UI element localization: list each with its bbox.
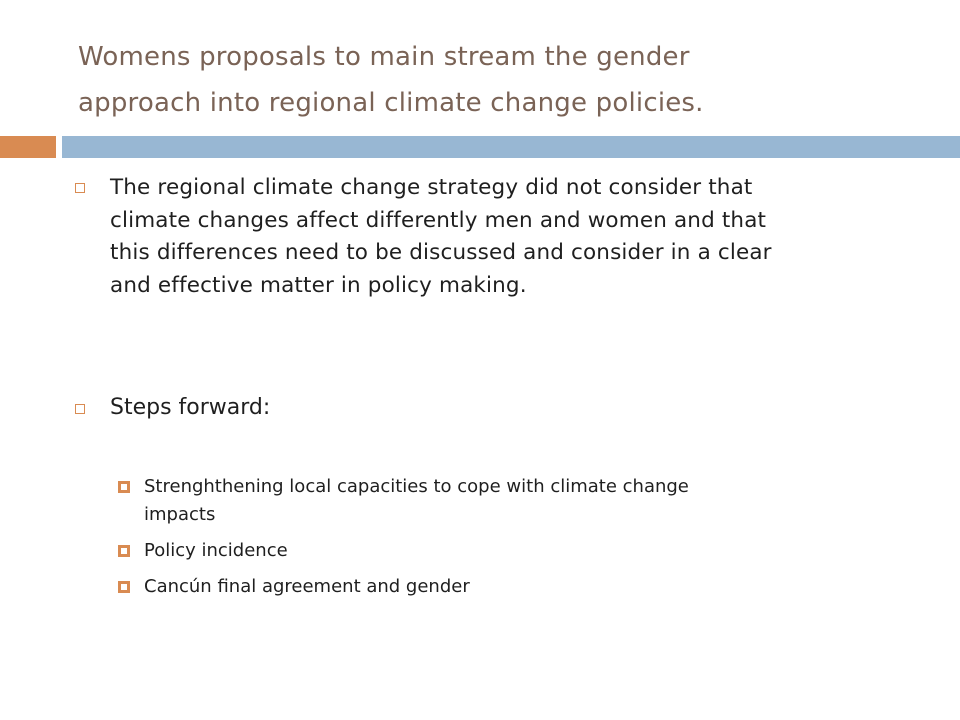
bullet-1-line: this differences need to be discussed and consider in a clear: [110, 240, 772, 265]
sub-item-3: Cancún final agreement and gender: [144, 576, 470, 597]
sub-bullet-square-icon: [118, 481, 130, 493]
bullet-1-text: [110, 172, 920, 302]
accent-bar-blue: [62, 136, 960, 158]
sub-item-1-line-2: impacts: [144, 504, 216, 525]
bullet-1-line: The regional climate change strategy did not consider that: [110, 175, 753, 200]
bullet-1-line: and effective matter in policy making.: [110, 272, 527, 298]
accent-bar-orange: [0, 136, 56, 158]
sub-item-1-line-1: Strenghthening local capacities to cope with climate change: [144, 476, 689, 497]
sub-bullet-square-icon: [118, 545, 130, 557]
bullet-square-icon: [75, 183, 85, 193]
title-line-1: Womens proposals to main stream the gender: [78, 42, 690, 72]
sub-item-2: Policy incidence: [144, 540, 288, 561]
bullet-1-line: climate changes affect differently men and women and that: [110, 207, 767, 233]
title-line-2: approach into regional climate change policies.: [78, 88, 704, 118]
bullet-square-icon: [75, 404, 85, 414]
slide-title: [78, 34, 938, 126]
sub-bullet-square-icon: [118, 581, 130, 593]
bullet-2-label: Steps forward:: [110, 395, 271, 420]
